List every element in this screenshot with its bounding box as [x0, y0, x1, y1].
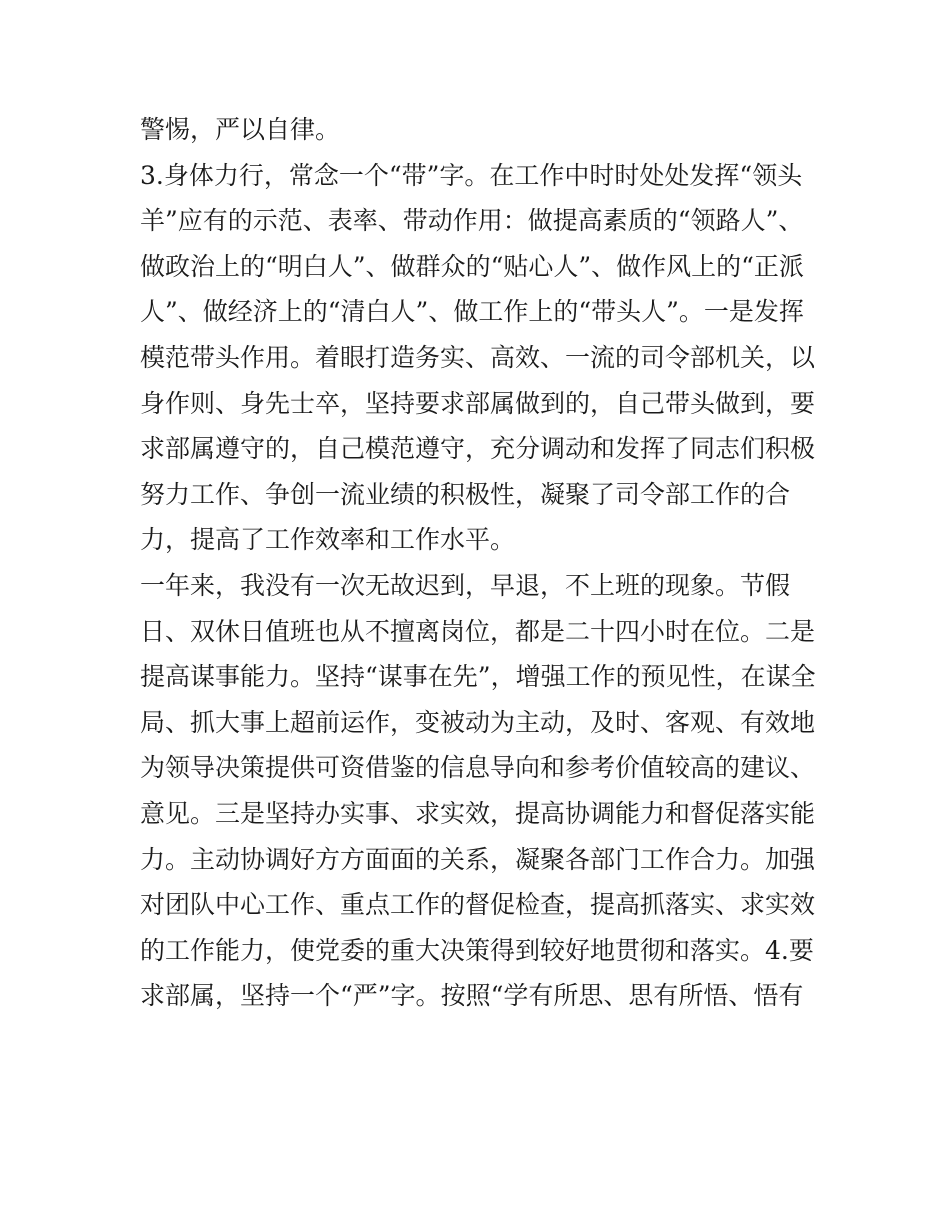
- text-line-13: 提高谋事能力。坚持“谋事在先”，增强工作的预见性，在谋全: [140, 662, 816, 692]
- text-line-17: 力。主动协调好方方面面的关系，凝聚各部门工作合力。加强: [140, 844, 816, 874]
- text-line-7: 身作则、身先士卒，坚持要求部属做到的，自己带头做到，要: [140, 388, 816, 418]
- text-line-3: 羊”应有的示范、表率、带动作用：做提高素质的“领路人”、: [140, 206, 804, 236]
- text-line-15: 为领导决策提供可资借鉴的信息导向和参考价值较高的建议、: [140, 753, 816, 783]
- text-line-6: 模范带头作用。着眼打造务实、高效、一流的司令部机关，以: [140, 342, 816, 372]
- text-line-2: 3.身体力行，常念一个“带”字。在工作中时时处处发挥“领头: [140, 160, 803, 190]
- text-line-16: 意见。三是坚持办实事、求实效，提高协调能力和督促落实能: [140, 798, 816, 828]
- document-body: [140, 107, 820, 1019]
- text-line-9: 努力工作、争创一流业绩的积极性，凝聚了司令部工作的合: [140, 479, 791, 509]
- text-line-1: 警惕，严以自律。: [140, 115, 341, 144]
- text-line-11: 一年来，我没有一次无故迟到，早退，不上班的现象。节假: [140, 570, 791, 600]
- text-line-20: 求部属，坚持一个“严”字。按照“学有所思、思有所悟、悟有: [140, 981, 804, 1011]
- text-line-5: 人”、做经济上的“清白人”、做工作上的“带头人”。一是发挥: [140, 297, 804, 327]
- text-line-4: 做政治上的“明白人”、做群众的“贴心人”、做作风上的“正派: [140, 251, 804, 281]
- text-line-14: 局、抓大事上超前运作，变被动为主动，及时、客观、有效地: [140, 707, 816, 737]
- text-line-8: 求部属遵守的，自己模范遵守，充分调动和发挥了同志们积极: [140, 434, 816, 464]
- text-line-12: 日、双休日值班也从不擅离岗位，都是二十四小时在位。二是: [140, 616, 816, 646]
- text-line-18: 对团队中心工作、重点工作的督促检查，提高抓落实、求实效: [140, 890, 816, 920]
- text-line-10: 力，提高了工作效率和工作水平。: [140, 525, 516, 555]
- text-line-19: 的工作能力，使党委的重大决策得到较好地贯彻和落实。4.要: [140, 935, 814, 965]
